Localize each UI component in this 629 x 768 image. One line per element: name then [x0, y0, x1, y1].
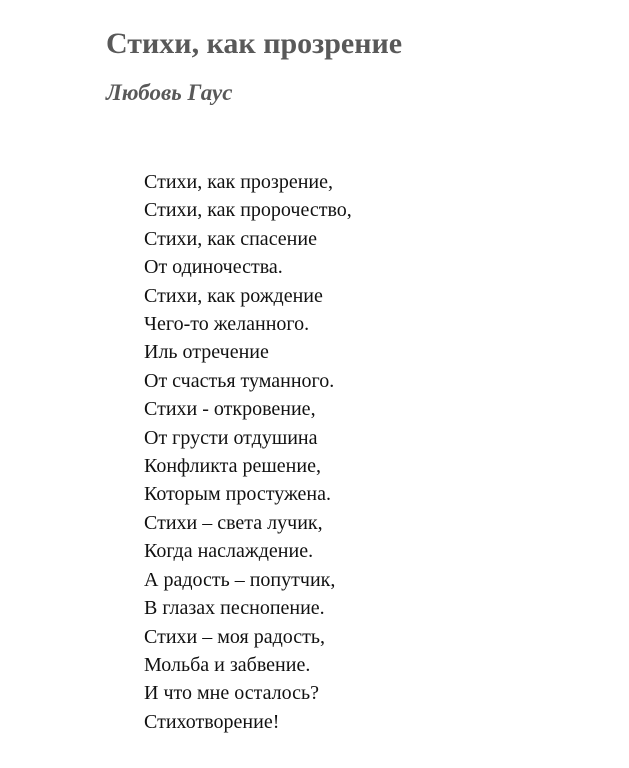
poem-line: Стихи - откровение, [144, 398, 316, 421]
poem-line: Иль отречение [144, 341, 269, 364]
poem-line: От грусти отдушина [144, 426, 318, 449]
poem-line: Мольба и забвение. [144, 653, 311, 676]
poem-line: Конфликта решение, [144, 455, 321, 478]
poem-line: В глазах песнопение. [144, 597, 325, 620]
poem-line: Стихи, как рождение [144, 284, 323, 307]
poem-line: И что мне осталось? [144, 682, 319, 705]
poem-line: Когда наслаждение. [144, 540, 314, 563]
poem-line: А радость – попутчик, [144, 568, 336, 591]
poem-line: Стихи, как прозрение, [144, 171, 333, 193]
poem-line: От одиночества. [144, 256, 283, 279]
poem-line: Стихотворение! [144, 710, 280, 733]
poem-line: Чего-то желанного. [144, 313, 310, 336]
poem-title: Стихи, как прозрение [106, 27, 403, 60]
poem-line: От счастья туманного. [144, 369, 335, 392]
poem-author: Любовь Гаус [106, 80, 233, 105]
poem-line: Стихи, как пророчество, [144, 199, 352, 222]
poem-line: Стихи, как спасение [144, 227, 317, 250]
poem-body [144, 168, 352, 736]
poem-line: Стихи – моя радость, [144, 625, 325, 648]
poem-line: Стихи – света лучик, [144, 511, 323, 534]
poem-line: Которым простужена. [144, 483, 331, 506]
